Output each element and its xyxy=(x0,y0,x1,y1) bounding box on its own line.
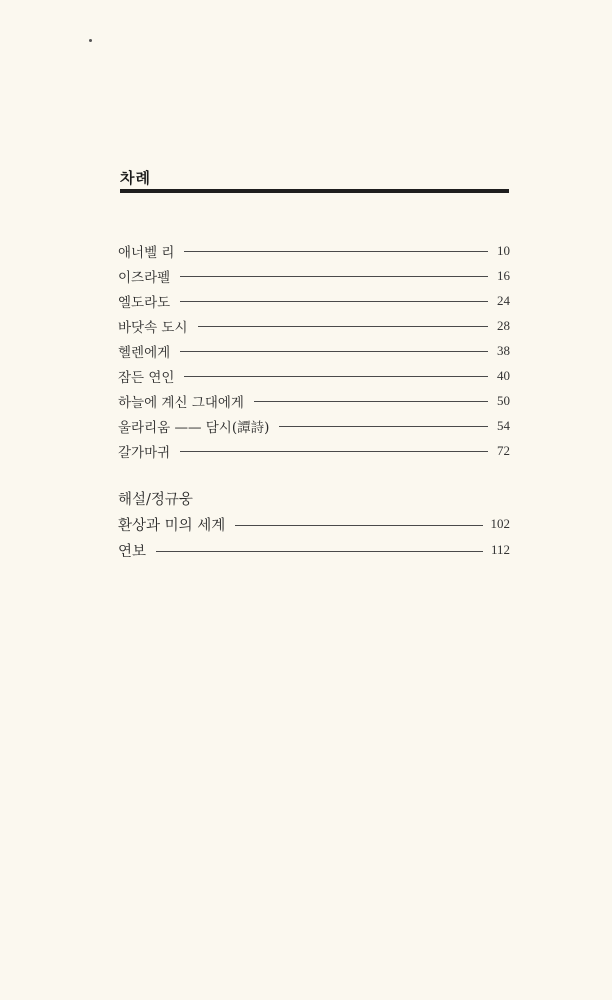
leader-line xyxy=(180,276,488,277)
title-rule xyxy=(120,189,509,193)
toc-entry[interactable] xyxy=(118,288,510,313)
toc-title: 차례 xyxy=(120,169,151,187)
toc-entry[interactable] xyxy=(118,363,510,388)
toc-entry-label: 연보 xyxy=(118,543,147,560)
toc-entry-label: 이즈라펠 xyxy=(118,269,171,286)
leader-line xyxy=(156,551,483,552)
toc-entry[interactable] xyxy=(118,338,510,363)
toc-entry-label: 잠든 연인 xyxy=(118,369,175,386)
toc-entry-label: 울라리움 —— 담시(譚詩) xyxy=(118,419,270,436)
toc-entry[interactable] xyxy=(118,438,510,463)
leader-line xyxy=(184,251,488,252)
toc-entry[interactable] xyxy=(118,238,510,263)
toc-entry-label: 갈가마귀 xyxy=(118,444,171,461)
toc-entry-page: 72 xyxy=(497,442,510,458)
leader-line xyxy=(235,525,482,526)
toc-entry-page: 38 xyxy=(497,342,510,358)
toc-entry-label: 환상과 미의 세계 xyxy=(118,517,226,534)
toc-entry-page: 112 xyxy=(490,542,510,557)
toc-entry-page: 54 xyxy=(497,417,510,433)
leader-line xyxy=(254,401,488,402)
appendix-list xyxy=(118,511,510,563)
toc-entry[interactable] xyxy=(118,313,510,338)
leader-line xyxy=(279,426,488,427)
leader-line xyxy=(180,351,488,352)
toc-entry-page: 16 xyxy=(497,267,510,283)
toc-entry[interactable] xyxy=(118,388,510,413)
commentary-heading: 해설/정규웅 xyxy=(118,492,193,508)
leader-line xyxy=(180,451,488,452)
speck-mark xyxy=(89,39,92,42)
toc-entry-label: 애너벨 리 xyxy=(118,244,175,261)
toc-entry[interactable] xyxy=(118,537,510,563)
toc-entry-page: 102 xyxy=(490,516,510,531)
toc-entry-page: 50 xyxy=(497,392,510,408)
toc-entry[interactable] xyxy=(118,511,510,537)
toc-entry-page: 28 xyxy=(497,317,510,333)
leader-line xyxy=(180,301,488,302)
toc-entry-label: 엘도라도 xyxy=(118,294,171,311)
toc-list xyxy=(118,238,510,463)
toc-entry-page: 10 xyxy=(497,242,510,258)
toc-entry-page: 24 xyxy=(497,292,510,308)
toc-entry[interactable] xyxy=(118,263,510,288)
toc-entry-label: 헬렌에게 xyxy=(118,344,171,361)
toc-entry-label: 하늘에 계신 그대에게 xyxy=(118,394,244,411)
leader-line xyxy=(184,376,488,377)
leader-line xyxy=(198,326,489,327)
toc-entry[interactable] xyxy=(118,413,510,438)
toc-entry-page: 40 xyxy=(497,367,510,383)
toc-entry-label: 바닷속 도시 xyxy=(118,319,188,336)
